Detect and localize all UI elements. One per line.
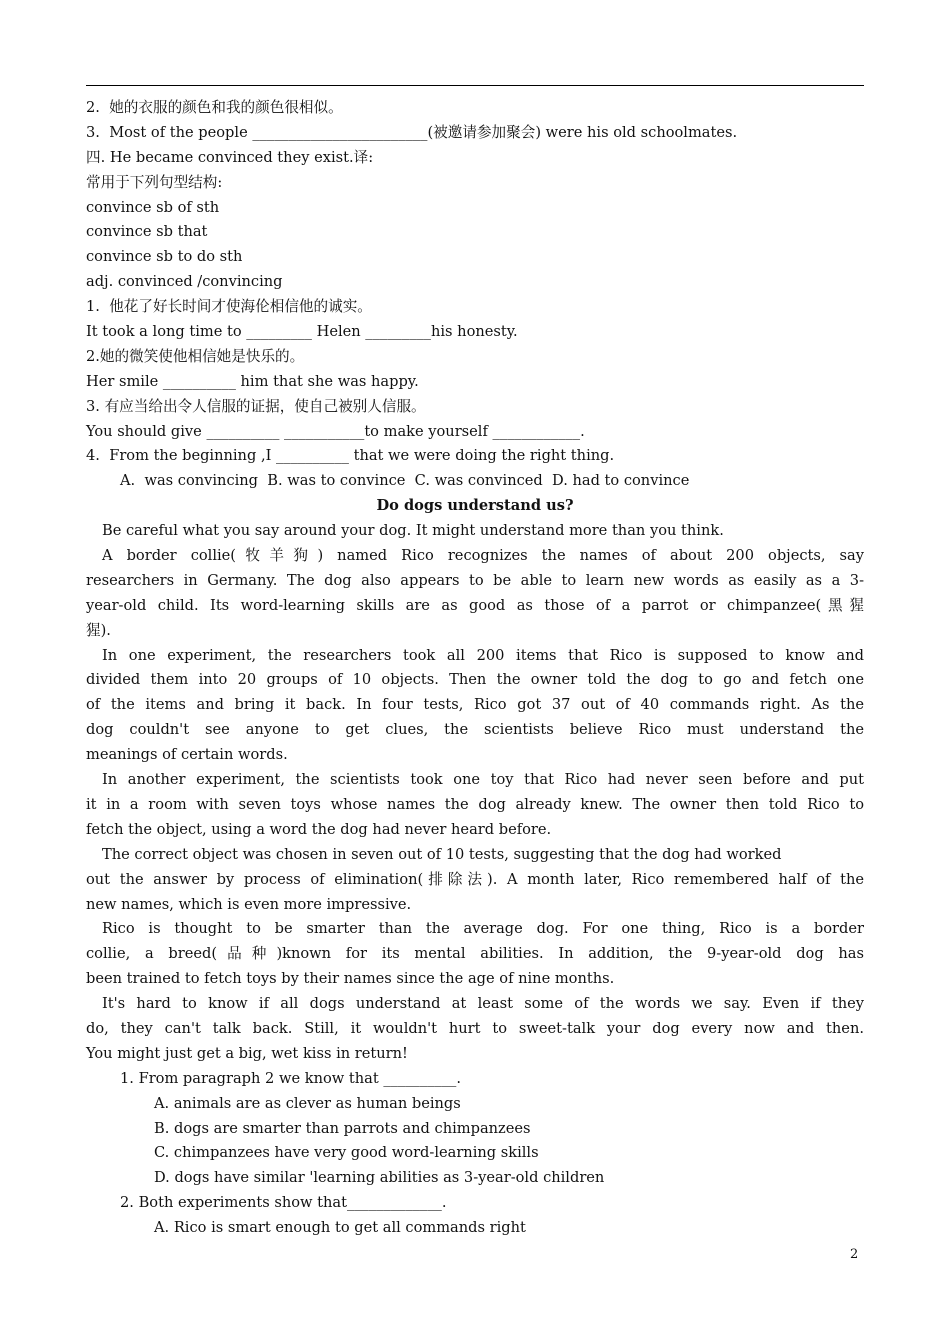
pattern-line: convince sb to do sth [86,248,243,266]
exercise-line: 4. From the beginning ,I __________ that we were doing the right thing. [86,447,615,465]
passage-line: It's hard to know if all dogs understand at least some of the words we say. Even if they [102,995,864,1013]
passage-line: do, they can't talk back. Still, it wouldn't hurt to sweet-talk your dog every now and then. [86,1019,864,1037]
header-rule [86,85,864,86]
exercise-line: You should give __________ ___________to make yourself ____________. [86,422,585,440]
passage-title: Do dogs understand us? [376,497,574,515]
option-line: D. dogs have similar 'learning abilities as 3-year-old children [154,1169,605,1187]
passage-line: fetch the object, using a word the dog had never heard before. [86,820,552,838]
page-number: 2 [850,1247,859,1262]
passage-line: Rico is thought to be smarter than the average dog. For one thing, Rico is a border [102,920,864,938]
exercise-line: Her smile __________ him that she was happy. [86,372,419,390]
answer-options: A. was convincing B. was to convince C. was convinced D. had to convince [120,472,690,490]
passage-line: new names, which is even more impressive. [86,895,412,913]
section-heading: 四. He became convinced they exist.译: [86,148,374,166]
option-line: C. chimpanzees have very good word-learning skills [154,1144,539,1162]
pattern-line: convince sb that [86,223,208,241]
passage-line: A border collie(牧羊狗) named Rico recognizes the names of about 200 objects, say [102,547,864,565]
page-content [86,96,864,1241]
pattern-line: adj. convinced /convincing [86,273,283,291]
question-line: 1. From paragraph 2 we know that __________. [120,1069,461,1087]
passage-line: dog couldn't see anyone to get clues, the scientists believe Rico must understand the [86,721,864,739]
exercise-line: 3. Most of the people ________________________(被邀请参加聚会) were his old schoolmates. [86,123,738,141]
passage-line: In one experiment, the researchers took all 200 items that Rico is supposed to know and [102,646,864,664]
passage-line: meanings of certain words. [86,746,288,764]
passage-line: In another experiment, the scientists took one toy that Rico had never seen before and put [102,771,864,789]
question-line: 2. Both experiments show that_____________. [120,1194,447,1212]
passage-line: year-old child. Its word-learning skills are as good as those of a parrot or chimpanzee(黑猩 [86,596,864,614]
passage-line: it in a room with seven toys whose names the dog already knew. The owner then told Rico to [86,795,864,813]
option-line: A. Rico is smart enough to get all commands right [154,1219,526,1237]
passage-line: 猩). [86,621,111,639]
passage-line: collie, a breed(品种)known for its mental abilities. In addition, the 9-year-old dog has [86,945,864,963]
pattern-line: convince sb of sth [86,198,220,216]
passage-line: of the items and bring it back. In four tests, Rico got 37 out of 40 commands right. As the [86,696,864,714]
exercise-line: It took a long time to _________ Helen _________his honesty. [86,323,518,341]
passage-line: You might just get a big, wet kiss in return! [86,1044,408,1062]
exercise-line: 2.她的微笑使他相信她是快乐的。 [86,347,305,365]
option-line: B. dogs are smarter than parrots and chimpanzees [154,1119,531,1137]
text-line: 常用于下列句型结构: [86,173,223,191]
passage-line: The correct object was chosen in seven out of 10 tests, suggesting that the dog had worked [102,845,782,863]
passage-line: researchers in Germany. The dog also appears to be able to learn new words as easily as a 3- [86,571,864,589]
passage-line: Be careful what you say around your dog. It might understand more than you think. [102,522,724,540]
option-line: A. animals are as clever as human beings [154,1094,461,1112]
passage-line: out the answer by process of elimination(排除法). A month later, Rico remembered half of the [86,870,864,888]
exercise-line: 3. 有应当给出令人信服的证据，使自己被别人信服。 [86,397,426,415]
exercise-line: 2. 她的衣服的颜色和我的颜色很相似。 [86,99,343,116]
passage-line: been trained to fetch toys by their names since the age of nine months. [86,970,615,988]
exercise-line: 1. 他花了好长时间才使海伦相信他的诚实。 [86,298,372,316]
passage-line: divided them into 20 groups of 10 objects. Then the owner told the dog to go and fetch one [86,671,864,689]
